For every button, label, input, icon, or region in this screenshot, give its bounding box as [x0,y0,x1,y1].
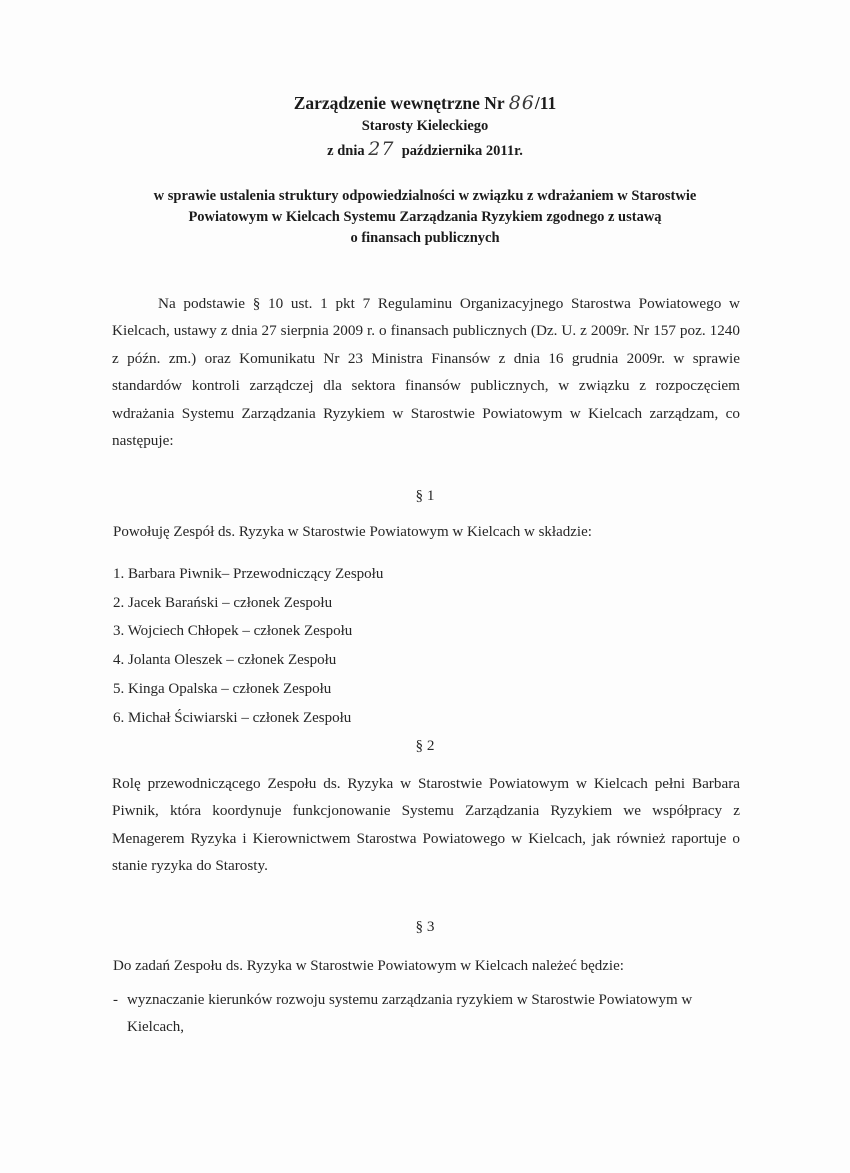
handwritten-number: 86 [508,92,535,114]
subject-line: Powiatowym w Kielcach Systemu Zarządzania Ryzykiem zgodnego z ustawą [188,209,662,225]
section-3-heading: § 3 [415,918,435,935]
date-prefix: z dnia [327,143,369,159]
document-title [0,92,850,114]
subject-line: o finansach publicznych [350,230,500,246]
issuer: Starosty Kieleckiego [361,118,489,134]
task-item [113,987,743,1041]
subject-line: w sprawie ustalenia struktury odpowiedzialności w związku z wdrażaniem w Starostwie [153,188,697,204]
member-item: 5. Kinga Opalska – członek Zespołu [113,681,332,697]
preamble-text: Na podstawie § 10 ust. 1 pkt 7 Regulaminu Organizacyjnego Starostwa Powiatowego w Kielcach, ustawy z dnia 27 sierpnia 2009 r. o finansach publicznych (Dz. U. z 2009r. Nr 157 poz. 1240 z późn. zm.) oraz Komunikatu Nr 23 Ministra Finansów z dnia 16 grudnia 2009r. w sprawie standardów kontroli zarządczej dla sektora finansów publicznych, w związku z rozpoczęciem wdrażania Systemu Zarządzania Ryzykiem w Starostwie Powiatowym w Kielcach zarządzam, co następuje: [112,295,740,450]
title-suffix: /11 [534,93,557,113]
section-1-intro: Powołuję Zespół ds. Ryzyka w Starostwie Powiatowym w Kielcach w składzie: [113,524,592,540]
dash-bullet: - [113,992,118,1008]
handwritten-day: 27 [368,138,395,160]
member-item: 1. Barbara Piwnik– Przewodniczący Zespołu [113,566,384,582]
task-text: wyznaczanie kierunków rozwoju systemu zarządzania ryzykiem w Starostwie Powiatowym w Kielcach, [127,992,693,1035]
date-suffix: października 2011r. [394,143,523,159]
member-item: 6. Michał Ściwiarski – członek Zespołu [113,710,352,726]
section-1-heading: § 1 [415,487,435,504]
document-date [0,138,850,160]
title-prefix: Zarządzenie wewnętrzne Nr [293,93,509,113]
member-item: 3. Wojciech Chłopek – członek Zespołu [113,623,353,639]
member-item: 2. Jacek Barański – członek Zespołu [113,595,333,611]
preamble [112,290,740,454]
section-2-heading: § 2 [415,737,435,754]
document-subject [100,186,750,249]
section-2-text: Rolę przewodniczącego Zespołu ds. Ryzyka w Starostwie Powiatowym w Kielcach pełni Barbara Piwnik, która koordynuje funkcjonowanie Systemu Zarządzania Ryzykiem we współpracy z Menagerem Ryzyka i Kierownictwem Starostwa Powiatowego w Kielcach, jak również raportuje o stanie ryzyka do Starosty. [112,775,740,875]
section-3-intro: Do zadań Zespołu ds. Ryzyka w Starostwie Powiatowym w Kielcach należeć będzie: [113,958,624,974]
member-item: 4. Jolanta Oleszek – członek Zespołu [113,652,337,668]
